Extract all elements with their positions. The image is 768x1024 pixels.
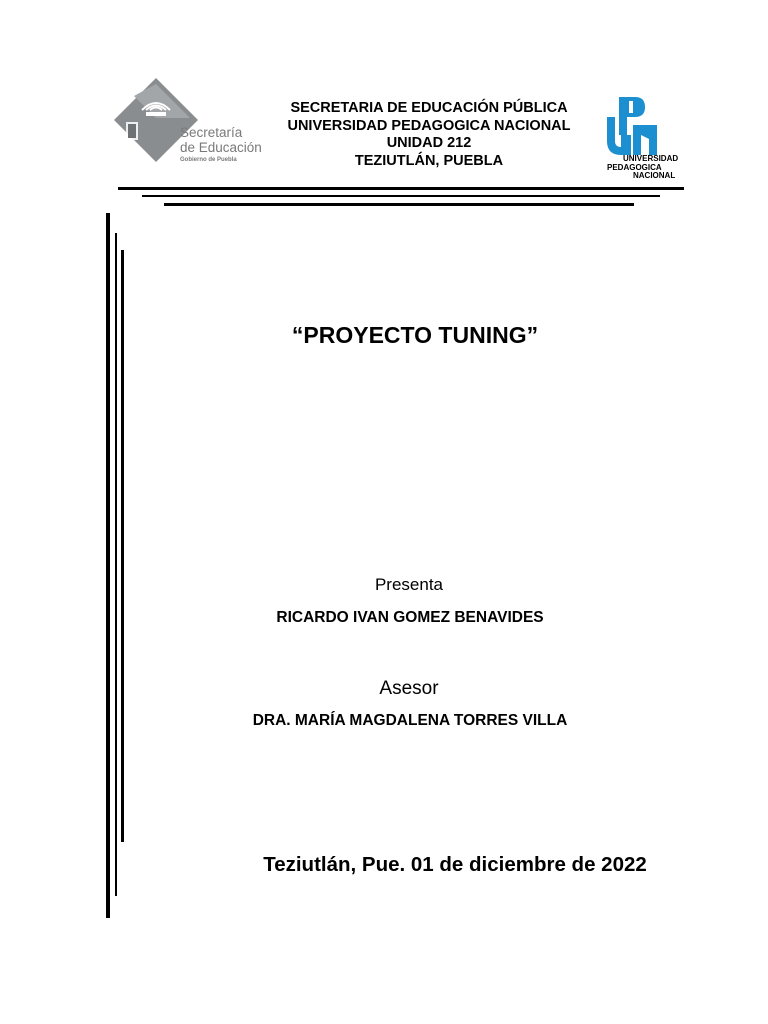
sep-logo-subtitle: Gobierno de Puebla [180,157,237,163]
presenta-label: Presenta [374,575,444,594]
margin-rule-3 [121,250,124,842]
margin-rule-1 [106,213,110,918]
author-name: RICARDO IVAN GOMEZ BENAVIDES [276,609,544,626]
asesor-label: Asesor [379,678,439,699]
header-line-1: SECRETARIA DE EDUCACIÓN PÚBLICA [290,100,568,116]
sep-logo-line1: Secretaría [180,125,243,140]
header-line-2: UNIVERSIDAD PEDAGOGICA NACIONAL [287,117,571,134]
sep-logo-line2: de Educación [180,140,262,155]
margin-rule-2 [115,233,117,896]
sep-logo-text [180,125,262,155]
header-rule-3 [164,203,634,206]
header-rule-1 [118,187,684,190]
upn-logo-line3: NACIONAL [633,171,676,180]
advisor-name: DRA. MARÍA MAGDALENA TORRES VILLA [252,712,568,729]
upn-logo-line2: PEDAGOGICA [607,162,662,172]
institution-header [270,100,588,170]
document-title: “PROYECTO TUNING” [291,322,539,348]
header-line-3: UNIDAD 212 [386,135,472,151]
document-date: Teziutlán, Pue. 01 de diciembre de 2022 [263,853,647,876]
header-rule-2 [142,195,660,197]
header-line-4: TEZIUTLÁN, PUEBLA [354,152,504,169]
upn-logo-line1: UNIVERSIDAD [623,154,679,163]
upn-logo-text [607,155,678,181]
